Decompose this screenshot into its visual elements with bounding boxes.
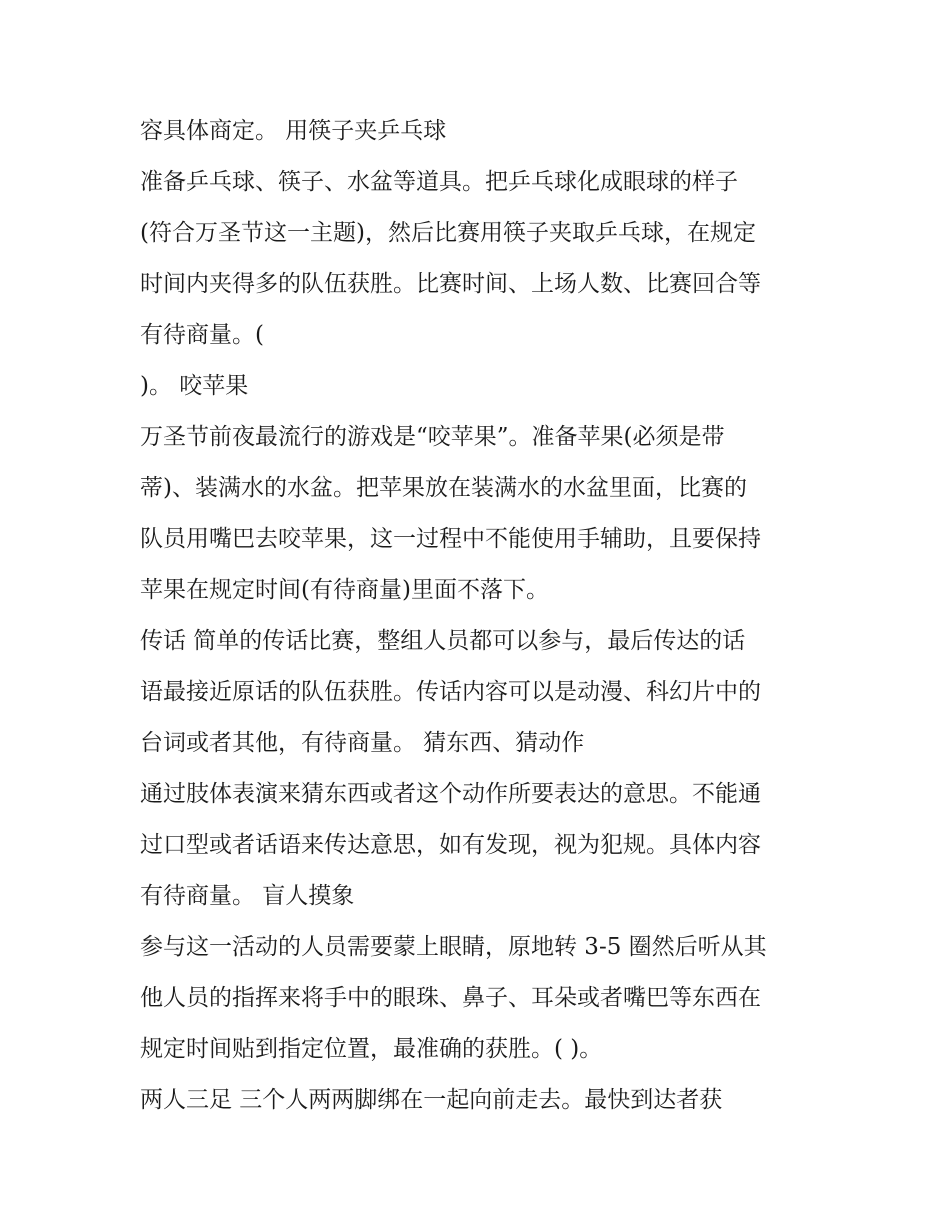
text-line: (符合万圣节这一主题)，然后比赛用筷子夹取乒乓球，在规定 xyxy=(140,220,756,246)
text-line: 通过肢体表演来猜东西或者这个动作所要表达的意思。不能通 xyxy=(140,781,761,807)
document-body xyxy=(140,106,830,1126)
text-line: 有待商量。 盲人摸象 xyxy=(140,883,355,909)
text-line: 有待商量。( xyxy=(140,322,264,348)
text-line: 队员用嘴巴去咬苹果，这一过程中不能使用手辅助，且要保持 xyxy=(140,526,761,552)
text-line: 万圣节前夜最流行的游戏是“咬苹果”。准备苹果(必须是带 xyxy=(140,424,725,450)
text-line: 时间内夹得多的队伍获胜。比赛时间、上场人数、比赛回合等 xyxy=(140,271,761,297)
text-line: 容具体商定。 用筷子夹乒乓球 xyxy=(140,118,447,144)
text-line: 台词或者其他，有待商量。 猜东西、猜动作 xyxy=(140,730,585,756)
text-line: 过口型或者话语来传达意思，如有发现，视为犯规。具体内容 xyxy=(140,832,761,858)
text-line: 他人员的指挥来将手中的眼珠、鼻子、耳朵或者嘴巴等东西在 xyxy=(140,985,761,1011)
text-line: 参与这一活动的人员需要蒙上眼睛，原地转 3-5 圈然后听从其 xyxy=(140,934,767,960)
text-line: 传话 简单的传话比赛，整组人员都可以参与，最后传达的话 xyxy=(140,628,746,654)
text-line: 语最接近原话的队伍获胜。传话内容可以是动漫、科幻片中的 xyxy=(140,679,761,705)
text-line: 蒂)、装满水的水盆。把苹果放在装满水的水盆里面，比赛的 xyxy=(140,475,747,501)
text-line: 苹果在规定时间(有待商量)里面不落下。 xyxy=(140,577,549,603)
text-line: 准备乒乓球、筷子、水盆等道具。把乒乓球化成眼球的样子 xyxy=(140,169,738,195)
text-line: )。 咬苹果 xyxy=(140,373,249,399)
text-line: 规定时间贴到指定位置，最准确的获胜。( )。 xyxy=(140,1036,603,1062)
text-line: 两人三足 三个人两两脚绑在一起向前走去。最快到达者获 xyxy=(140,1087,723,1113)
